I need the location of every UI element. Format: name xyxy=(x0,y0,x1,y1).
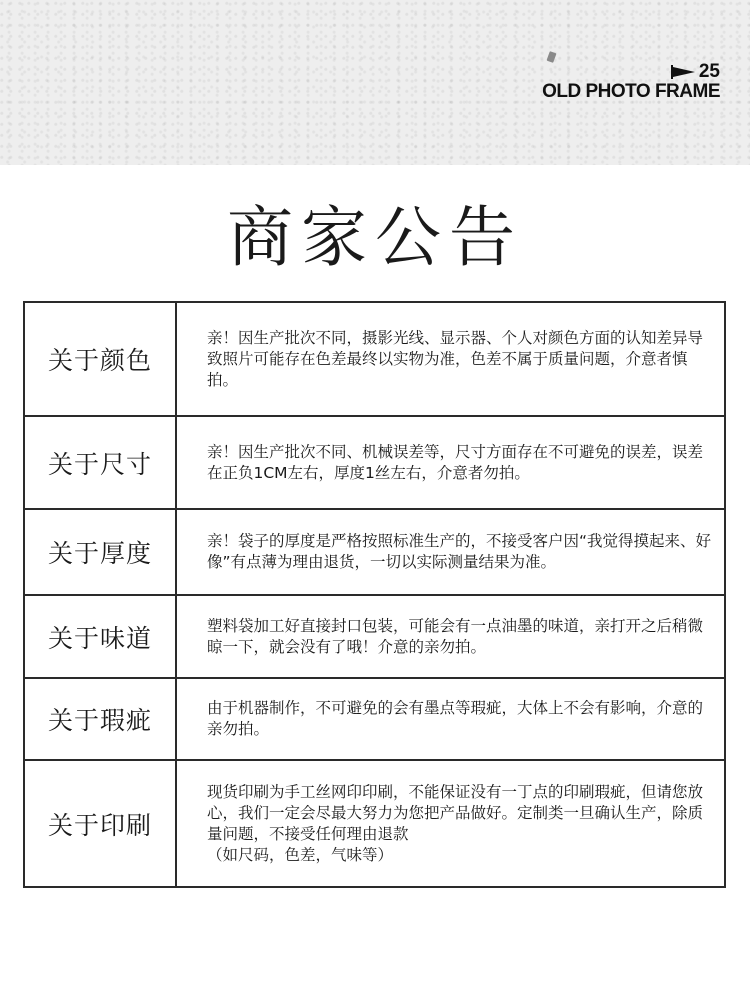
row-label: 关于印刷 xyxy=(24,760,176,887)
table-row xyxy=(24,678,725,760)
description-text: 由于机器制作，不可避免的会有墨点等瑕疵，大体上不会有影响，介意的亲勿拍。 xyxy=(207,699,704,738)
row-description xyxy=(176,302,725,416)
description-text: 塑料袋加工好直接封口包装，可能会有一点油墨的味道，亲打开之后稍微晾一下，就会没有了哦！介意的亲勿拍。 xyxy=(207,616,704,656)
header-banner xyxy=(0,0,750,165)
page-title: 商家公告 xyxy=(227,199,523,276)
row-label: 关于味道 xyxy=(24,595,176,678)
table-row xyxy=(24,760,725,887)
description-text: 亲！因生产批次不同、机械误差等，尺寸方面存在不可避免的误差，误差在正负1CM左右，厚度1丝左右，介意者勿拍。 xyxy=(207,442,704,482)
table-row xyxy=(24,509,725,595)
description-text: 亲！袋子的厚度是严格按照标准生产的，不接受客户因“我觉得摸起来、好像”有点薄为理由退货，一切以实际测量结果为准。 xyxy=(207,532,712,571)
row-label: 关于瑕疵 xyxy=(24,678,176,760)
description-note: （如尺码，色差，气味等） xyxy=(207,845,394,864)
row-label: 关于颜色 xyxy=(24,302,176,416)
description-text: 现货印刷为手工丝网印印刷，不能保证没有一丁点的印刷瑕疵，但请您放心，我们一定会尽最大努力为您把产品做好。定制类一旦确认生产，除质量问题，不接受任何理由退款 xyxy=(207,782,704,843)
row-description xyxy=(176,416,725,509)
row-description xyxy=(176,595,725,678)
table-row xyxy=(24,416,725,509)
row-description xyxy=(176,509,725,595)
row-label: 关于尺寸 xyxy=(24,416,176,509)
row-description xyxy=(176,678,725,760)
brand-name: OLD PHOTO FRAME xyxy=(542,81,720,102)
table-row xyxy=(24,302,725,416)
notice-table xyxy=(23,301,726,888)
flag-icon xyxy=(671,65,695,79)
brand-number: 25 xyxy=(698,61,720,82)
table-row xyxy=(24,595,725,678)
row-label: 关于厚度 xyxy=(24,509,176,595)
description-text: 亲！因生产批次不同，摄影光线、显示器、个人对颜色方面的认知差异导致照片可能存在色差最终以实物为准，色差不属于质量问题，介意者慎拍。 xyxy=(207,328,704,389)
row-description xyxy=(176,760,725,887)
brand-logo xyxy=(542,62,720,102)
